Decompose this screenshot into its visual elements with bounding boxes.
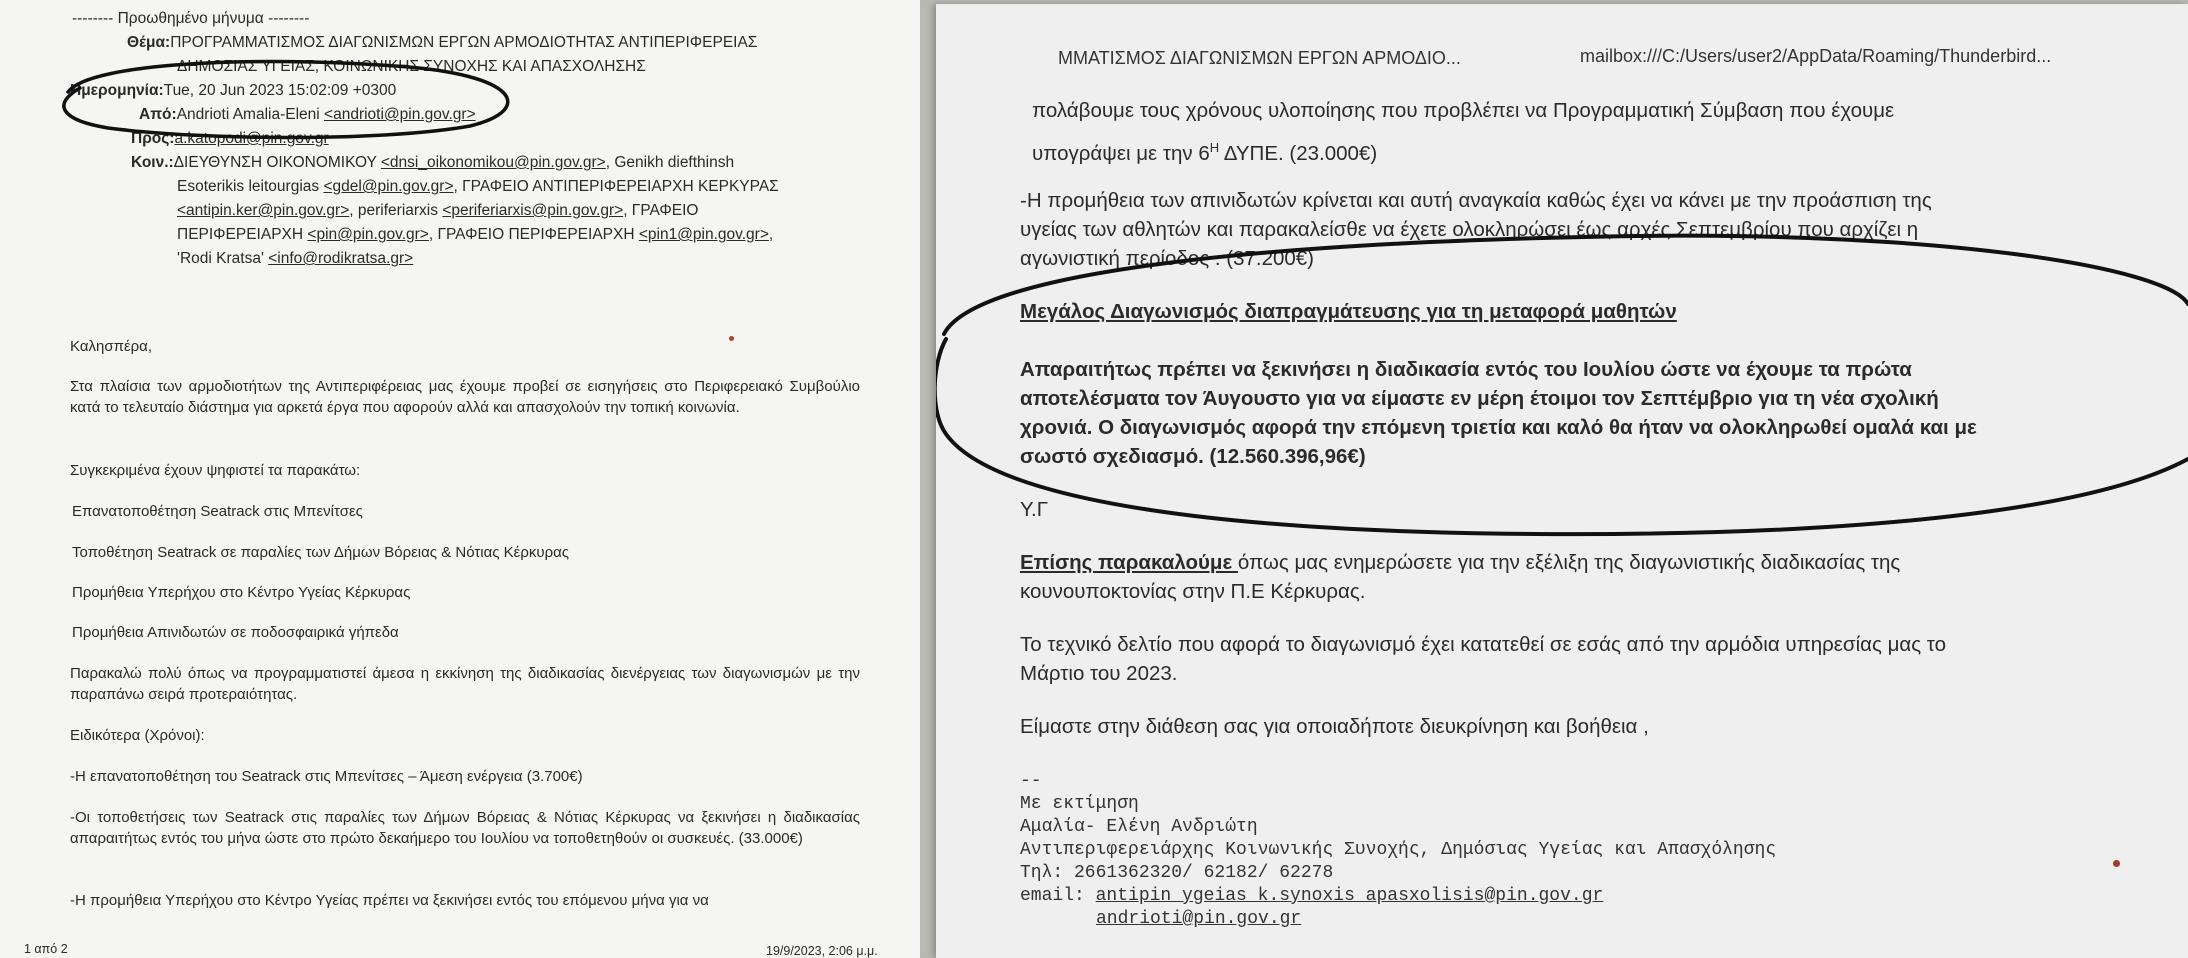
cc-email-link[interactable]: <antipin.ker@pin.gov.gr> xyxy=(177,202,350,219)
bold-paragraph-line: αποτελέσματα τον Άυγουστο για να είμαστε εν μέρη έτοιμοι τον Σεπτέμβριο για τη νέα σχολική xyxy=(1020,387,1939,410)
cc-text: , ΓΡΑΦΕΙΟ ΑΝΤΙΠΕΡΙΦΕΡΕΙΑΡΧΗ ΚΕΡΚΥΡΑΣ xyxy=(453,178,779,195)
superscript: Η xyxy=(1209,140,1220,155)
cc-text: , periferiarxis xyxy=(349,202,443,219)
paragraph-line: Το τεχνικό δελτίο που αφορά το διαγωνισμό έχει κατατεθεί σε εσάς από την αρμόδια υπηρεσίας μας το xyxy=(1020,633,1947,656)
list-item: Τοποθέτηση Seatrack σε παραλίες των Δήμων Βόρειας & Νότιας Κέρκυρας xyxy=(72,544,570,561)
cc-text: 'Rodi Kratsa' xyxy=(177,250,269,267)
to-key: Προς: xyxy=(131,130,175,147)
cc-text: , ΓΡΑΦΕΙΟ xyxy=(623,202,699,219)
body-paragraph: Στα πλαίσια των αρμοδιοτήτων της Αντιπεριφέρειας μας έχουμε προβεί σε εισηγήσεις στο Περιφερειακό Συμβούλιο κατά το τελευταίο διάστημα για αρκετά έργα που αφορούν αλλά και απασχολούν την τοπική κοινωνία. xyxy=(70,378,860,416)
cc-email-link[interactable]: <periferiarxis@pin.gov.gr> xyxy=(442,202,624,219)
cc-email-link[interactable]: <gdel@pin.gov.gr> xyxy=(323,178,454,195)
to-row xyxy=(131,127,329,151)
cc-email-link[interactable]: <dnsi_oikonomikou@pin.gov.gr> xyxy=(380,154,606,171)
date-value: Tue, 20 Jun 2023 15:02:09 +0300 xyxy=(163,82,397,99)
paragraph-line: Είμαστε στην διάθεση σας για οποιαδήποτε διευκρίνηση και βοήθεια , xyxy=(1020,715,1649,738)
subject-value-line2: ΔΗΜΟΣΙΑΣ ΥΓΕΙΑΣ, ΚΟΙΝΩΝΙΚΗΣ ΣΥΝΟΧΗΣ ΚΑΙ ΑΠΑΣΧΟΛΗΣΗΣ xyxy=(177,58,646,75)
paragraph-line: υγείας των αθλητών και παρακαλείσθε να έχετε ολοκληρώσει έως αρχές Σεπτεμβρίου που αρχίζει η xyxy=(1020,218,1919,241)
paragraph-line xyxy=(1032,133,1377,168)
bold-paragraph-line: σωστό σχεδιασμό. (12.560.396,96€) xyxy=(1020,445,1366,468)
signature-name: Αμαλία- Ελένη Ανδριώτη xyxy=(1020,817,1258,837)
paragraph-line: κουνουποκτονίας στην Π.Ε Κέρκυρας. xyxy=(1020,580,1366,603)
body-paragraph: -Η προμήθεια Υπερήχου στο Κέντρο Υγείας πρέπει να ξεκινήσει εντός του επόμενου μήνα για να xyxy=(70,892,709,909)
ink-spot xyxy=(2113,860,2120,867)
date-row xyxy=(70,79,396,103)
from-row xyxy=(139,103,476,127)
subject-key: Θέμα: xyxy=(127,34,171,51)
signature-email-link[interactable]: andrioti@pin.gov.gr xyxy=(1096,909,1302,929)
forwarded-separator: -------- Προωθημένο μήνυμα -------- xyxy=(72,10,310,27)
date-key: Ημερομηνία: xyxy=(70,82,164,99)
signature-email-row xyxy=(1020,885,1603,908)
signature-phone: Τηλ: 2661362320/ 62182/ 62278 xyxy=(1020,863,1334,883)
body-paragraph: Παρακαλώ πολύ όπως να προγραμματιστεί άμεσα η εκκίνηση της διαδικασίας διενέργειας των διαγωνισμών με την παραπάνω σειρά προτεραιότητας. xyxy=(70,665,860,703)
body-paragraph: -Η επανατοποθέτηση του Seatrack στις Μπενίτσες – Άμεση ενέργεια (3.700€) xyxy=(70,768,583,785)
signature-title: Αντιπεριφερειάρχης Κοινωνικής Συνοχής, Δημόσιας Υγείας και Απασχόλησης xyxy=(1020,840,1777,860)
paragraph-text: όπως μας ενημερώσετε για την εξέλιξη της διαγωνιστικής διαδικασίας της xyxy=(1237,551,1901,574)
section-heading: Μεγάλος Διαγωνισμός διαπραγμάτευσης για τη μεταφορά μαθητών xyxy=(1020,300,1677,323)
signature-separator: -- xyxy=(1020,771,1042,791)
from-key: Από: xyxy=(139,106,177,123)
to-email-link[interactable]: a.katopodi@pin.gov.gr xyxy=(174,130,329,147)
list-item: Επανατοποθέτηση Seatrack στις Μπενίτσες xyxy=(72,503,363,520)
body-paragraph: Ειδικότερα (Χρόνοι): xyxy=(70,727,205,744)
body-paragraph: -Οι τοποθετήσεις των Seatrack στις παραλίες των Δήμων Βόρειας & Νότιας Κέρκυρας να ξεκινήσει η διαδικασίας απαραιτήτως εντός του μήνα ώστε στο πρώτο δεκαήμερο του Ιουλίου να τοποθετηθούν οι συσκευές. (33.000€) xyxy=(70,809,860,847)
print-header-url: mailbox:///C:/Users/user2/AppData/Roaming/Thunderbird... xyxy=(1580,46,2052,66)
cc-text: Esoterikis leitourgias xyxy=(177,178,324,195)
paragraph-line: Μάρτιο του 2023. xyxy=(1020,662,1178,685)
cc-email-link[interactable]: <pin1@pin.gov.gr> xyxy=(638,226,769,243)
paragraph-line: πολάβουμε τους χρόνους υλοποίησης που προβλέπει να Προγραμματική Σύμβαση που έχουμε xyxy=(1032,99,1895,122)
cc-email-link[interactable]: <pin@pin.gov.gr> xyxy=(307,226,429,243)
signature-line: Με εκτίμηση xyxy=(1020,794,1139,814)
signature-email-key: email: xyxy=(1020,886,1096,906)
cc-text: , ΓΡΑΦΕΙΟ ΠΕΡΙΦΕΡΕΙΑΡΧΗ xyxy=(428,226,639,243)
ps-bold-text: Επίσης παρακαλούμε xyxy=(1020,551,1238,574)
ink-spot xyxy=(729,336,734,341)
cc-text: , xyxy=(768,226,774,243)
paragraph-line xyxy=(1020,548,1900,577)
bold-paragraph-line: Απαραιτήτως πρέπει να ξεκινήσει η διαδικασία εντός του Ιουλίου ώστε να έχουμε τα πρώτα xyxy=(1020,358,1912,381)
cc-text: , Genikh diefthinsh xyxy=(605,154,735,171)
list-item: Προμήθεια Απινιδωτών σε ποδοσφαιρικά γήπεδα xyxy=(72,624,399,641)
subject-value: ΠΡΟΓΡΑΜΜΑΤΙΣΜΟΣ ΔΙΑΓΩΝΙΣΜΩΝ ΕΡΓΩΝ ΑΡΜΟΔΙΟΤΗΤΑΣ ΑΝΤΙΠΕΡΙΦΕΡΕΙΑΣ xyxy=(170,34,758,51)
from-email-link[interactable]: <andrioti@pin.gov.gr> xyxy=(324,106,476,123)
bold-paragraph-line: χρονιά. Ο διαγωνισμός αφορά την επόμενη τριετία και καλό θα ήταν να ολοκληρωθεί ομαλά και με xyxy=(1020,416,1977,439)
paragraph-text: ΔΥΠΕ. (23.000€) xyxy=(1219,141,1378,165)
ps-label: Υ.Γ xyxy=(1020,498,1049,521)
cc-text: ΔΙΕΥΘΥΝΣΗ ΟΙΚΟΝΟΜΙΚΟΥ xyxy=(173,154,381,171)
from-name: Andrioti Amalia-Eleni xyxy=(176,106,325,123)
greeting: Καλησπέρα, xyxy=(70,338,153,355)
cc-line xyxy=(177,247,413,271)
paragraph-text: υπογράψει με την 6 xyxy=(1032,141,1210,165)
cc-line xyxy=(177,223,773,247)
paragraph-line: -Η προμήθεια των απινιδωτών κρίνεται και αυτή αναγκαία καθώς έχει να κάνει με την προάσπιση της xyxy=(1020,189,1932,212)
page-number: 1 από 2 xyxy=(24,942,68,956)
cc-row xyxy=(131,151,734,175)
paragraph-line: αγωνιστική περίοδος . (37.200€) xyxy=(1020,247,1314,270)
right-page xyxy=(936,4,2188,958)
print-timestamp: 19/9/2023, 2:06 μ.μ. xyxy=(766,944,878,958)
list-item: Προμήθεια Υπερήχου στο Κέντρο Υγείας Κέρκυρας xyxy=(72,584,411,601)
subject-row xyxy=(127,31,757,55)
signature-email-link[interactable]: antipin_ygeias_k.synoxis_apasxolisis@pin.gov.gr xyxy=(1095,886,1604,906)
cc-key: Κοιν.: xyxy=(131,154,174,171)
cc-line xyxy=(177,199,699,223)
cc-line xyxy=(177,175,779,199)
print-header-title: ΜΜΑΤΙΣΜΟΣ ΔΙΑΓΩΝΙΣΜΩΝ ΕΡΓΩΝ ΑΡΜΟΔΙΟ... xyxy=(1058,48,1461,68)
cc-email-link[interactable]: <info@rodikratsa.gr> xyxy=(268,250,414,267)
left-page xyxy=(0,0,920,958)
body-paragraph: Συγκεκριμένα έχουν ψηφιστεί τα παρακάτω: xyxy=(70,462,361,479)
cc-text: ΠΕΡΙΦΕΡΕΙΑΡΧΗ xyxy=(177,226,308,243)
